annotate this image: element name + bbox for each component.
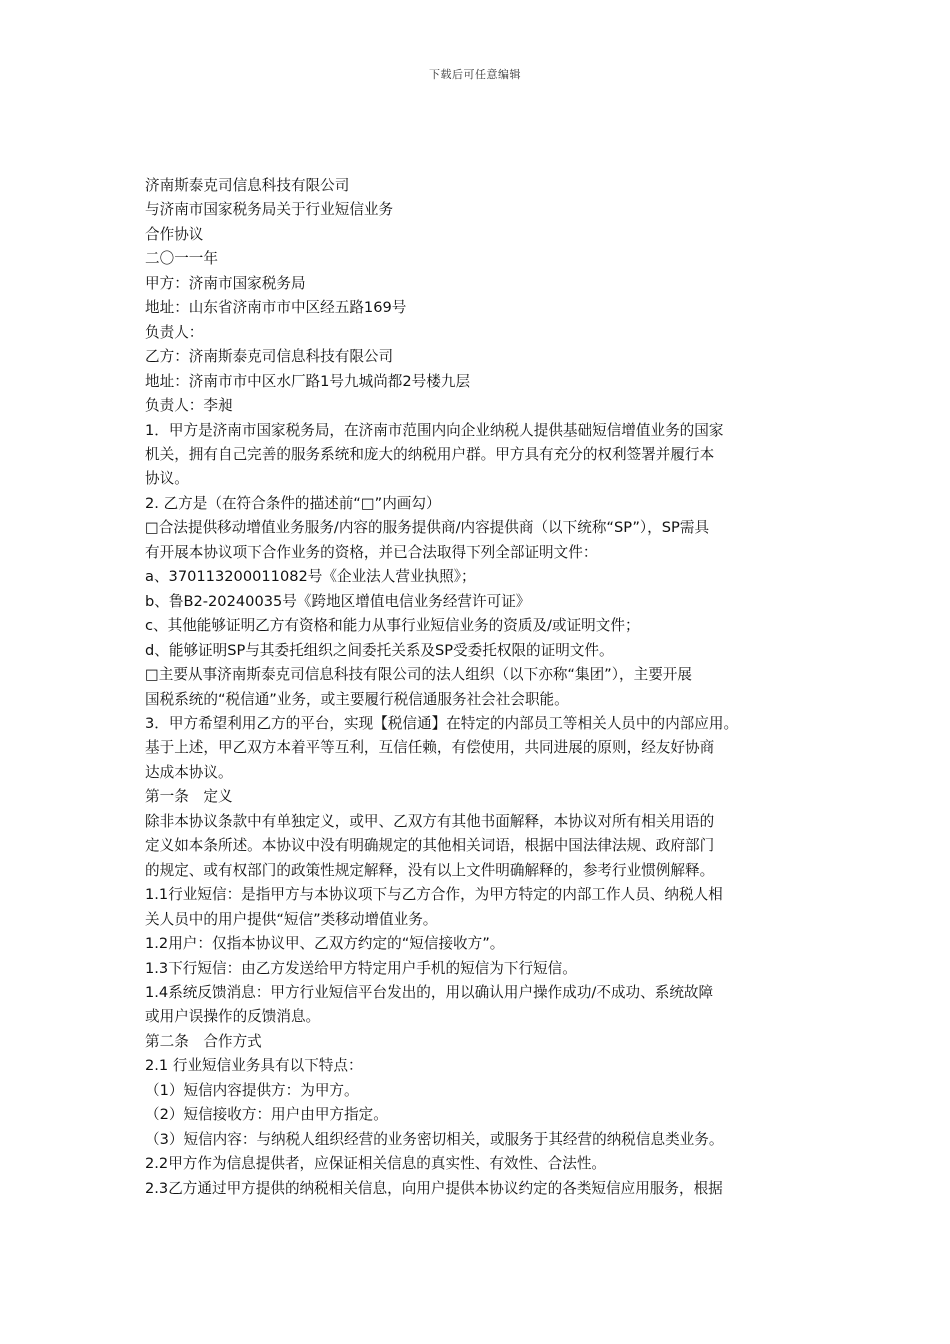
paragraph-line: 1.1行业短信：是指甲方与本协议项下与乙方合作，为甲方特定的内部工作人员、纳税人相 xyxy=(145,886,723,904)
paragraph-line: 第一条 定义 xyxy=(145,788,233,806)
paragraph-line: 定义如本条所述。本协议中没有明确规定的其他相关词语，根据中国法律法规、政府部门 xyxy=(145,837,715,855)
document-paragraph xyxy=(145,663,820,712)
document-paragraph xyxy=(145,810,820,883)
paragraph-line: 2.1 行业短信业务具有以下特点： xyxy=(145,1057,363,1075)
document-paragraph xyxy=(145,590,820,614)
paragraph-line: a、370113200011082号《企业法人营业执照》； xyxy=(145,568,476,586)
document-paragraph xyxy=(145,296,820,320)
paragraph-line: 除非本协议条款中有单独定义，或甲、乙双方有其他书面解释，本协议对所有相关用语的 xyxy=(145,812,715,830)
document-paragraph xyxy=(145,174,820,198)
document-body xyxy=(145,174,820,1201)
paragraph-line: 协议。 xyxy=(145,470,189,488)
paragraph-line: （1）短信内容提供方：为甲方。 xyxy=(145,1081,359,1099)
paragraph-line: □主要从事济南斯泰克司信息科技有限公司的法人组织（以下亦称“集团”），主要开展 xyxy=(145,666,692,684)
paragraph-line: 的规定、或有权部门的政策性规定解释，没有以上文件明确解释的，参考行业惯例解释。 xyxy=(145,861,715,879)
document-paragraph xyxy=(145,419,820,492)
paragraph-line: 乙方：济南斯泰克司信息科技有限公司 xyxy=(145,348,394,366)
paragraph-line: 第二条 合作方式 xyxy=(145,1032,262,1050)
document-paragraph xyxy=(145,712,820,785)
paragraph-line: 关人员中的用户提供“短信”类移动增值业务。 xyxy=(145,910,438,928)
document-paragraph xyxy=(145,1152,820,1176)
document-paragraph xyxy=(145,1030,820,1054)
paragraph-line: 地址：济南市市中区水厂路1号九城尚都2号楼九层 xyxy=(145,372,471,390)
document-paragraph xyxy=(145,639,820,663)
paragraph-line: d、能够证明SP与其委托组织之间委托关系及SP受委托权限的证明文件。 xyxy=(145,641,614,659)
document-paragraph xyxy=(145,223,820,247)
document-paragraph xyxy=(145,1079,820,1103)
document-paragraph xyxy=(145,370,820,394)
document-paragraph xyxy=(145,345,820,369)
paragraph-line: （2）短信接收方：用户由甲方指定。 xyxy=(145,1106,388,1124)
document-paragraph xyxy=(145,321,820,345)
paragraph-line: 有开展本协议项下合作业务的资格，并已合法取得下列全部证明文件： xyxy=(145,543,598,561)
document-paragraph xyxy=(145,565,820,589)
paragraph-line: （3）短信内容：与纳税人组织经营的业务密切相关，或服务于其经营的纳税信息类业务。 xyxy=(145,1130,724,1148)
paragraph-line: 济南斯泰克司信息科技有限公司 xyxy=(145,177,350,194)
paragraph-line: 国税系统的“税信通”业务，或主要履行税信通服务社会社会职能。 xyxy=(145,690,569,708)
paragraph-line: c、其他能够证明乙方有资格和能力从事行业短信业务的资质及/或证明文件； xyxy=(145,617,640,635)
paragraph-line: 1．甲方是济南市国家税务局，在济南市范围内向企业纳税人提供基础短信增值业务的国家 xyxy=(145,421,724,439)
paragraph-line: b、鲁B2-20240035号《跨地区增值电信业务经营许可证》 xyxy=(145,592,531,610)
paragraph-line: 甲方：济南市国家税务局 xyxy=(145,274,306,292)
document-paragraph xyxy=(145,614,820,638)
document-paragraph xyxy=(145,394,820,418)
document-paragraph xyxy=(145,247,820,271)
paragraph-line: □合法提供移动增值业务服务/内容的服务提供商/内容提供商（以下统称“SP”），SP需具 xyxy=(145,519,710,537)
document-paragraph xyxy=(145,981,820,1030)
document-paragraph xyxy=(145,883,820,932)
document-paragraph xyxy=(145,1177,820,1201)
document-paragraph xyxy=(145,785,820,809)
document-paragraph xyxy=(145,272,820,296)
document-paragraph xyxy=(145,957,820,981)
paragraph-line: 与济南市国家税务局关于行业短信业务 xyxy=(145,201,394,219)
paragraph-line: 1.2用户：仅指本协议甲、乙双方约定的“短信接收方”。 xyxy=(145,935,505,953)
document-paragraph xyxy=(145,492,820,516)
document-paragraph xyxy=(145,1054,820,1078)
document-paragraph xyxy=(145,932,820,956)
paragraph-line: 负责人： xyxy=(145,323,204,341)
paragraph-line: 基于上述，甲乙双方本着平等互利，互信任赖，有偿使用，共同进展的原则，经友好协商 xyxy=(145,739,715,757)
paragraph-line: 1.3下行短信：由乙方发送给甲方特定用户手机的短信为下行短信。 xyxy=(145,959,577,977)
paragraph-line: 3．甲方希望利用乙方的平台，实现【税信通】在特定的内部员工等相关人员中的内部应用。 xyxy=(145,714,739,732)
paragraph-line: 2.3乙方通过甲方提供的纳税相关信息，向用户提供本协议约定的各类短信应用服务，根据 xyxy=(145,1179,723,1197)
document-paragraph xyxy=(145,198,820,222)
paragraph-line: 1.4系统反馈消息：甲方行业短信平台发出的，用以确认用户操作成功/不成功、系统故障 xyxy=(145,983,714,1001)
paragraph-line: 地址：山东省济南市市中区经五路169号 xyxy=(145,299,407,317)
document-paragraph xyxy=(145,1103,820,1127)
paragraph-line: 合作协议 xyxy=(145,225,204,243)
paragraph-line: 达成本协议。 xyxy=(145,763,233,781)
document-paragraph xyxy=(145,516,820,565)
document-paragraph xyxy=(145,1128,820,1152)
page-header: 下载后可任意编辑 xyxy=(429,68,521,81)
paragraph-line: 2. 乙方是（在符合条件的描述前“□”内画勾） xyxy=(145,494,441,512)
paragraph-line: 机关，拥有自己完善的服务系统和庞大的纳税用户群。甲方具有充分的权利签署并履行本 xyxy=(145,445,715,463)
paragraph-line: 或用户误操作的反馈消息。 xyxy=(145,1008,321,1026)
paragraph-line: 二〇一一年 xyxy=(145,250,218,268)
paragraph-line: 2.2甲方作为信息提供者，应保证相关信息的真实性、有效性、合法性。 xyxy=(145,1155,607,1173)
paragraph-line: 负责人：李昶 xyxy=(145,397,233,415)
